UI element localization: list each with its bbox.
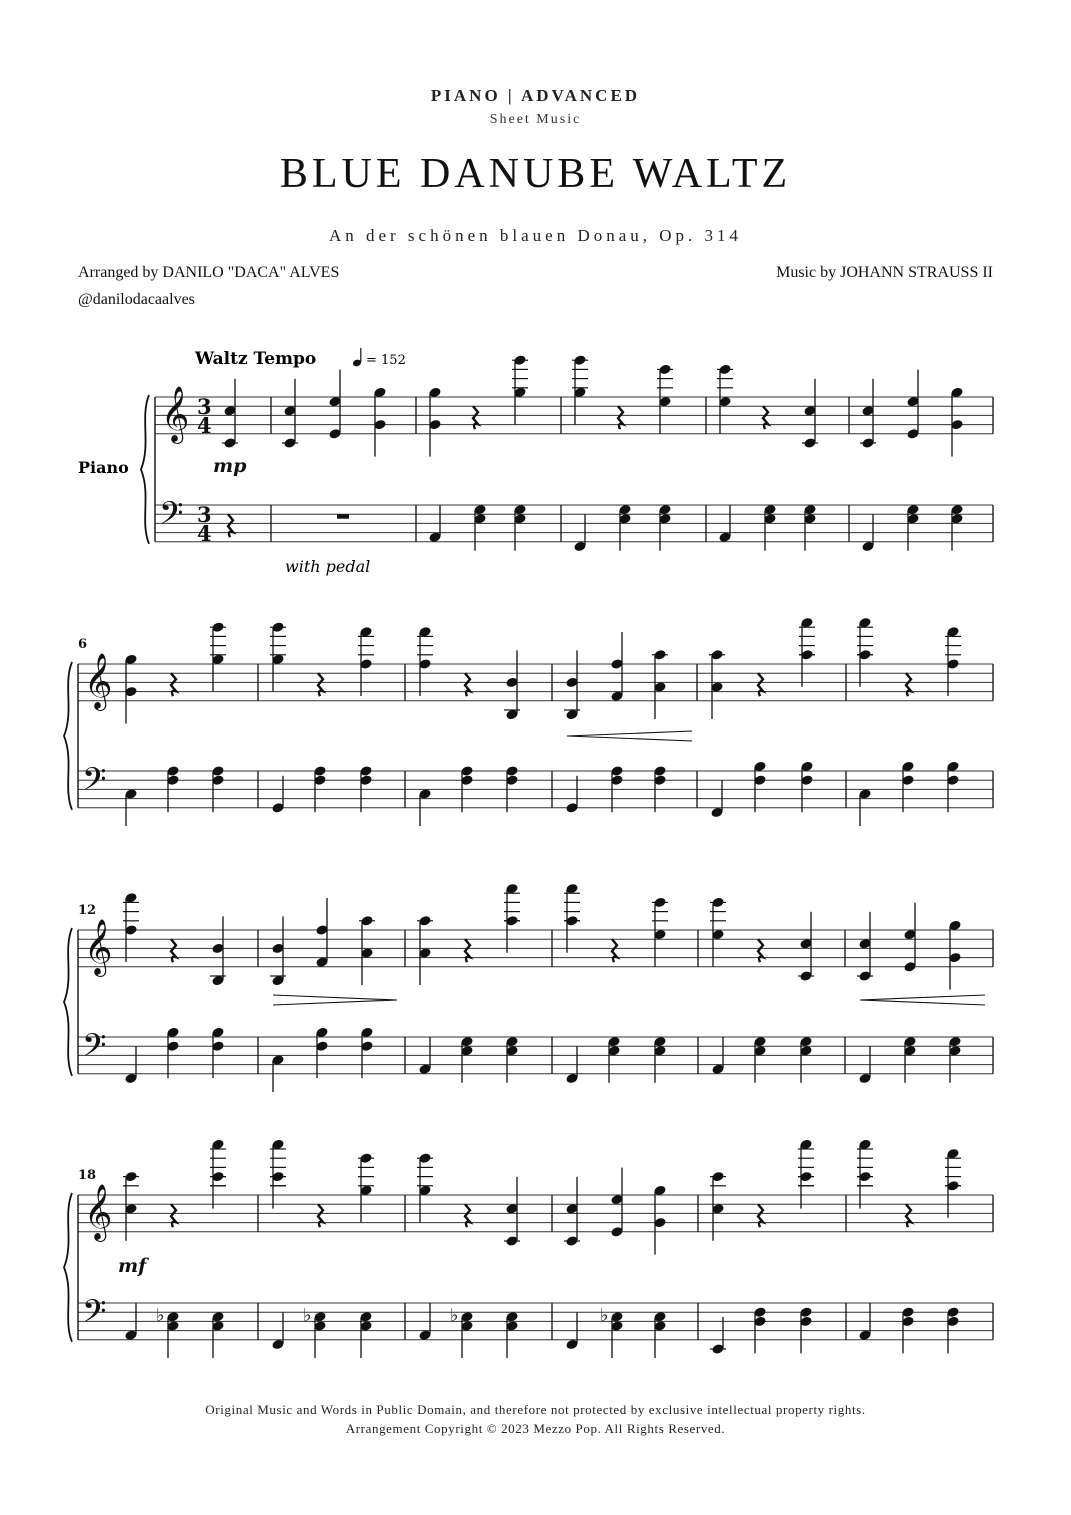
time-signature: 4 — [197, 413, 212, 438]
music-system — [64, 883, 993, 1092]
arranger-handle: @danilodacaalves — [78, 291, 195, 308]
diminuendo-hairpin — [273, 995, 397, 1005]
page-title: BLUE DANUBE WALTZ — [279, 151, 792, 197]
quarter-note-icon — [352, 348, 362, 367]
systems-layer — [64, 354, 993, 1358]
flat-icon: ♭ — [156, 1304, 165, 1326]
time-signature: 3 — [197, 394, 212, 419]
arranger-credit: Arranged by DANILO "DACA" ALVES — [78, 264, 340, 281]
music-system — [141, 354, 993, 552]
tempo-text: Waltz Tempo — [195, 349, 317, 369]
crescendo-hairpin — [860, 995, 985, 1005]
music-system — [64, 617, 993, 826]
measure-number: 12 — [78, 903, 97, 918]
tempo-marking: = 152 — [366, 353, 406, 368]
footer-copyright-line2: Arrangement Copyright © 2023 Mezzo Pop. All Rights Reserved. — [345, 1421, 726, 1436]
music-system — [64, 1139, 993, 1358]
measure-number: 6 — [78, 637, 88, 652]
brace-icon — [141, 395, 149, 544]
treble-clef-icon: 𝄞 — [84, 919, 113, 975]
composer-credit: Music by JOHANN STRAUSS II — [776, 264, 993, 281]
bass-clef-icon: 𝄢 — [159, 495, 184, 539]
time-signature: 4 — [197, 521, 212, 546]
instrument-name: Piano — [78, 458, 129, 477]
dynamic-marking: mp — [213, 455, 247, 477]
pedal-instruction: with pedal — [285, 557, 371, 576]
footer-copyright-line1: Original Music and Words in Public Domain, and therefore not protected by exclusive intellectual property rights. — [205, 1402, 866, 1417]
flat-icon: ♭ — [450, 1304, 459, 1326]
crescendo-hairpin — [567, 731, 692, 741]
time-signature: 3 — [197, 502, 212, 527]
dynamic-marking: mf — [118, 1255, 147, 1277]
bass-clef-icon: 𝄢 — [82, 1293, 107, 1337]
treble-clef-icon: 𝄞 — [84, 653, 113, 709]
subtitle: An der schönen blauen Donau, Op. 314 — [328, 226, 743, 245]
bass-clef-icon: 𝄢 — [82, 761, 107, 805]
bass-clef-icon: 𝄢 — [82, 1027, 107, 1071]
treble-clef-icon: 𝄞 — [84, 1184, 113, 1240]
brace-icon — [64, 662, 72, 810]
brace-icon — [64, 928, 72, 1076]
subcategory-label: Sheet Music — [489, 112, 582, 127]
treble-clef-icon: 𝄞 — [161, 386, 190, 442]
category-label: PIANO | ADVANCED — [430, 86, 641, 105]
measure-number: 18 — [78, 1168, 97, 1183]
brace-icon — [64, 1193, 72, 1342]
whole-rest-icon — [337, 514, 349, 519]
flat-icon: ♭ — [303, 1304, 312, 1326]
flat-icon: ♭ — [600, 1304, 609, 1326]
